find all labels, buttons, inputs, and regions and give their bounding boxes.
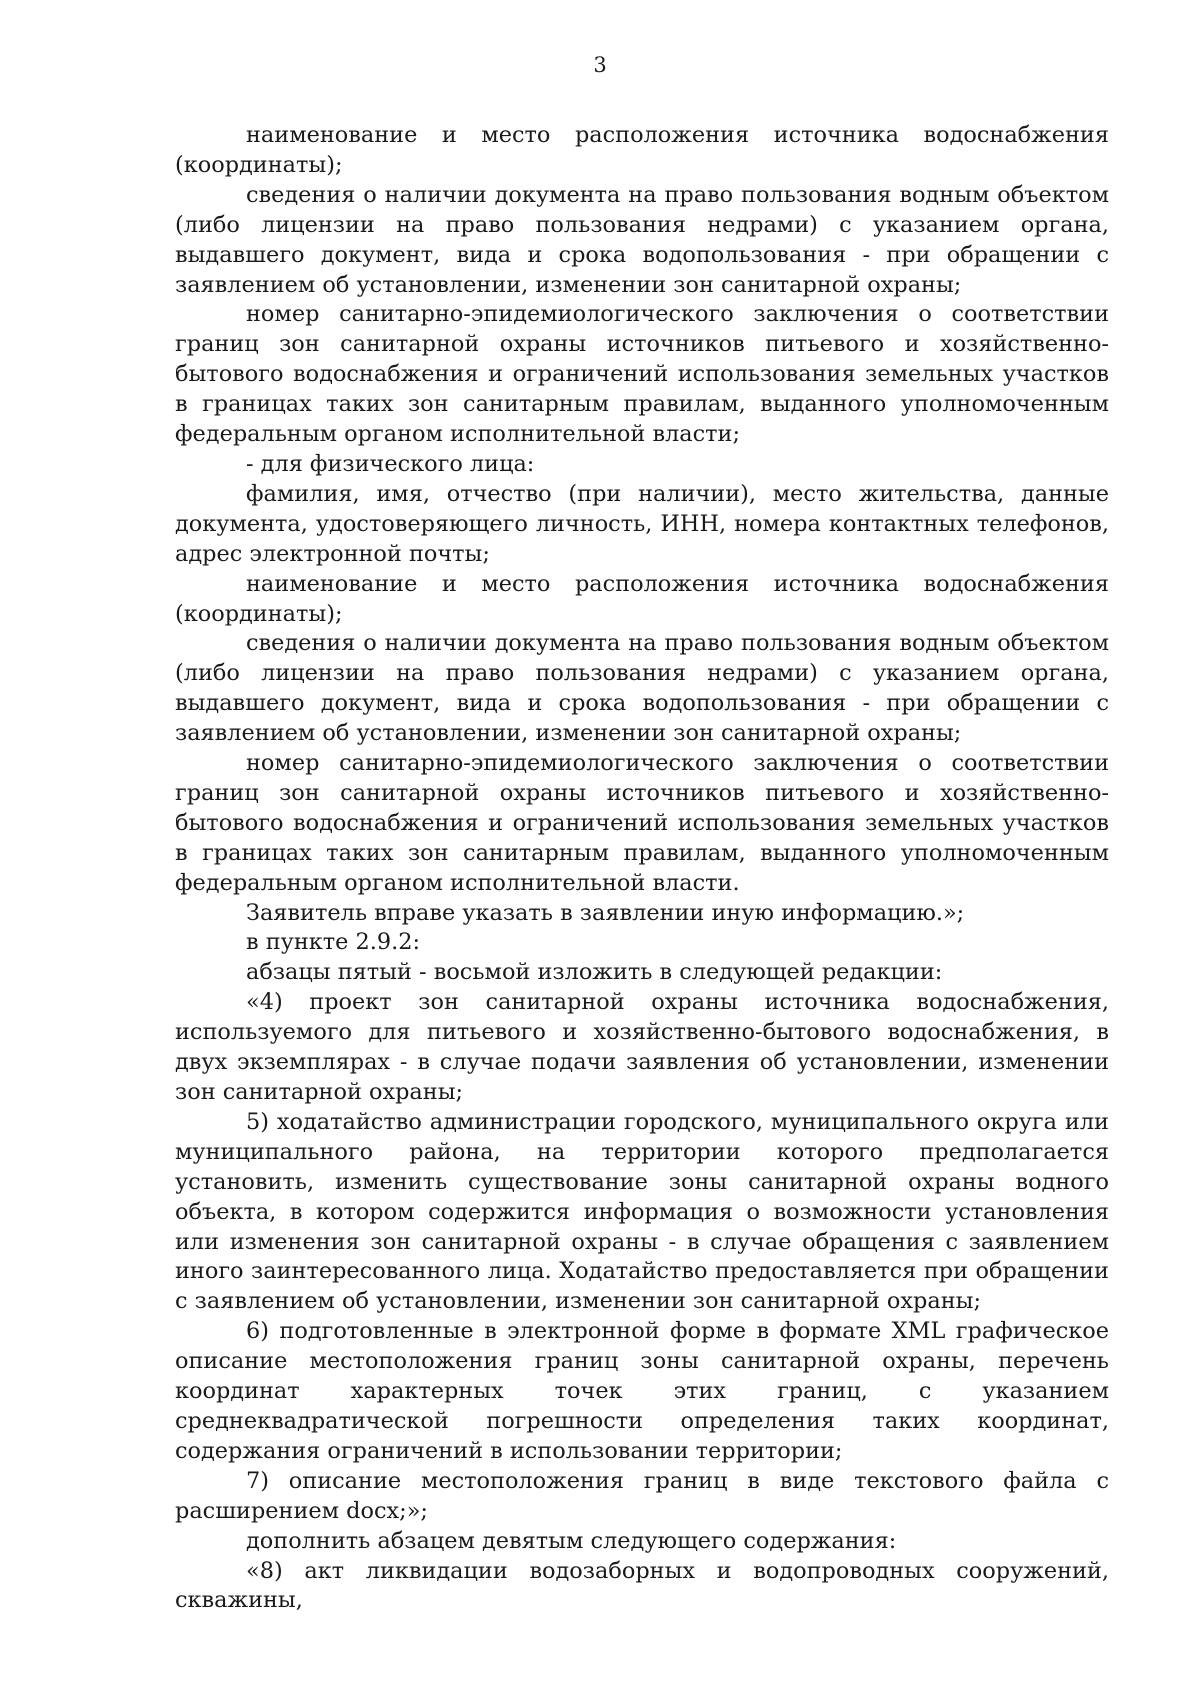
paragraph: «8) акт ликвидации водозаборных и водопроводных сооружений, скважины, xyxy=(175,1557,1109,1614)
paragraph: 6) подготовленные в электронной форме в формате XML графическое описание местоположения границ зоны санитарной охраны, перечень координат характерных точек этих границ, с указанием среднеквадратической погрешности определения таких координат, содержания ограничений в использовании территории; xyxy=(175,1318,1109,1464)
paragraph: в пункте 2.9.2: xyxy=(246,929,421,956)
paragraph: дополнить абзацем девятым следующего содержания: xyxy=(246,1527,897,1554)
paragraph: 5) ходатайство администрации городского, муниципального округа или муниципального района, на территории которого предполагается установить, изменить существование зоны санитарной охраны водного объекта, в котором содержится информация о возможности установления или изменения зон санитарной охраны - в случае обращения с заявлением иного заинтересованного лица. Ходатайство предоставляется при обращении с заявлением об установлении, изменении зон санитарной охраны; xyxy=(175,1108,1109,1315)
document-body xyxy=(175,121,1109,1616)
page-number: 3 xyxy=(593,53,607,77)
paragraph: Заявитель вправе указать в заявлении иную информацию.»; xyxy=(246,899,965,926)
paragraph: - для физического лица: xyxy=(246,450,535,477)
paragraph: номер санитарно-эпидемиологического заключения о соответствии границ зон санитарной охраны источников питьевого и хозяйственно-бытового водоснабжения и ограничений использования земельных участков в границах таких зон санитарным правилам, выданного уполномоченным федеральным органом исполнительной власти. xyxy=(175,750,1109,896)
paragraph: фамилия, имя, отчество (при наличии), место жительства, данные документа, удостоверяющего личность, ИНН, номера контактных телефонов, адрес электронной почты; xyxy=(175,480,1109,567)
paragraph: сведения о наличии документа на право пользования водным объектом (либо лицензии на право пользования недрами) с указанием органа, выдавшего документ, вида и срока водопользования - при обращении с заявлением об установлении, изменении зон санитарной охраны; xyxy=(175,630,1109,747)
paragraph: наименование и место расположения источника водоснабжения (координаты); xyxy=(175,122,1109,178)
paragraph: абзацы пятый - восьмой изложить в следующей редакции: xyxy=(246,959,943,986)
paragraph: 7) описание местоположения границ в виде текстового файла с расширением docx;»; xyxy=(175,1467,1109,1524)
paragraph: номер санитарно-эпидемиологического заключения о соответствии границ зон санитарной охраны источников питьевого и хозяйственно-бытового водоснабжения и ограничений использования земельных участков в границах таких зон санитарным правилам, выданного уполномоченным федеральным органом исполнительной власти; xyxy=(175,301,1109,448)
paragraph: «4) проект зон санитарной охраны источника водоснабжения, используемого для питьевого и хозяйственно-бытового водоснабжения, в двух экземплярах - в случае подачи заявления об установлении, изменении зон санитарной охраны; xyxy=(175,989,1109,1105)
paragraph: наименование и место расположения источника водоснабжения (координаты); xyxy=(175,570,1109,627)
paragraph: сведения о наличии документа на право пользования водным объектом (либо лицензии на право пользования недрами) с указанием органа, выдавшего документ, вида и срока водопользования - при обращении с заявлением об установлении, изменении зон санитарной охраны; xyxy=(175,181,1109,298)
